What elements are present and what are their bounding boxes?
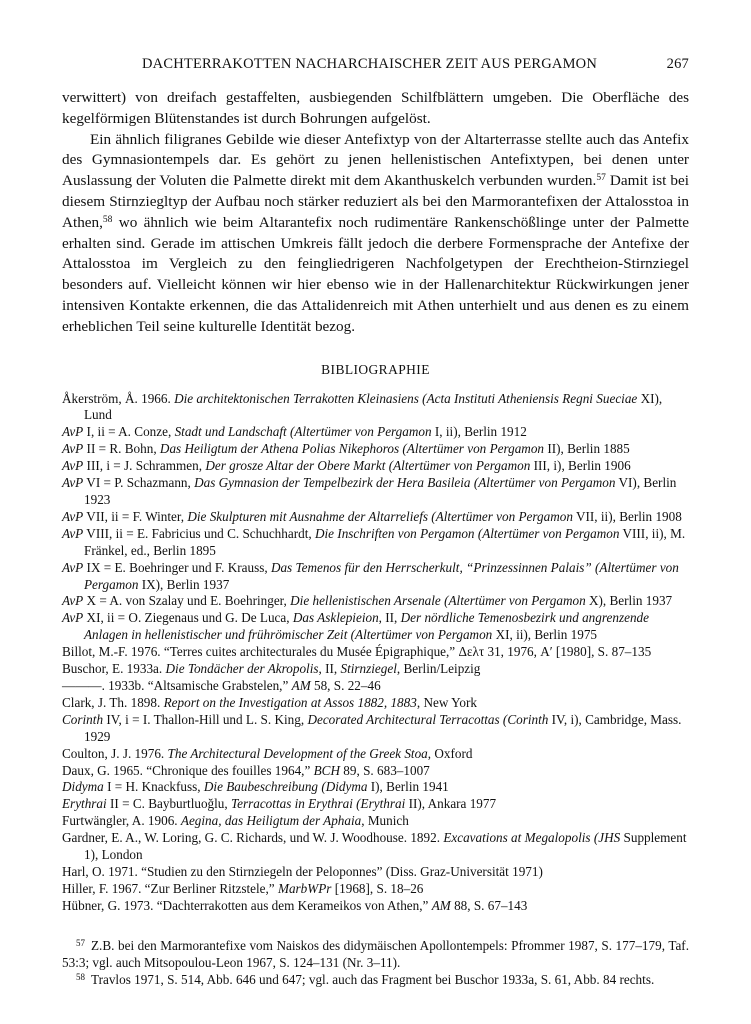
bibliography-entry [62,864,689,881]
bibliography-entry [62,881,689,898]
bibliography-entry-text: Die hellenistischen Arsenale (Altertümer von Pergamon [290,593,586,609]
bibliography-entry-text: AvP [62,525,84,541]
footnote-58 [62,971,689,988]
footnote-text: Z.B. bei den Marmorantefixe vom Naiskos des didymäischen Apollontempels: Pfrommer 1987, S. 177–179, Taf. 53:3; vgl. auch Mitsopoulou-Leon 1967, S. 124–131 (Nr. 3–11). [62,937,689,970]
bibliography-entry-text: I, ii = A. Conze, [83,424,175,440]
bibliography-entry-text: BCH [313,762,340,778]
bibliography-entry [62,424,689,441]
bibliography-entry-text: XI, ii = O. Ziegenaus und G. De Luca, [83,610,293,626]
running-head [62,56,689,78]
bibliography-entry-text: IX), Berlin 1937 [138,576,230,592]
bibliography-entry-text: VI = P. Schazmann, [83,475,195,491]
bibliography-entry-text: Decorated Architectural Terracottas (Corinth [307,711,549,727]
bibliography-entry-text: Hiller, F. 1967. “Zur Berliner Ritzstele,” [62,880,278,896]
bibliography-entry-text: AvP [62,610,84,626]
bibliography-entry [62,593,689,610]
bibliography-entry-text: Åkerström, Å. 1966. [62,390,175,406]
bibliography-entry-text: X = A. von Szalay und E. Boehringer, [83,593,291,609]
bibliography-entry-text: , Berlin/Leipzig [396,661,481,677]
bibliography-entry-text: Die Tondächer der Akropolis [165,661,319,677]
bibliography-heading: BIBLIOGRAPHIE [321,361,430,377]
bibliography-entry-text: IV, i), Cambridge, Mass. 1929 [84,711,682,744]
bibliography-entry [62,458,689,475]
bibliography-entry-text: AvP [62,441,84,457]
bibliography-entry-text: 58, S. 22–46 [310,677,381,693]
bibliography-entry [62,712,689,746]
bibliography-entry-text: [1968], S. 18–26 [331,880,424,896]
bibliography-entry-text: AvP [62,475,84,491]
bibliography-entry-text: Furtwängler, A. 1906. [62,813,181,829]
bibliography-entry-text: 89, S. 683–1007 [340,762,430,778]
page-number: 267 [666,56,689,72]
bibliography-entry-text: Corinth [62,711,104,727]
bibliography-entry-text: Der nördliche Temenosbezirk und angrenzende Anlagen in hellenistischer und frührömischer Zeit (Altertümer von Pergamon [84,610,649,643]
footnote-number: 57 [76,937,85,948]
bibliography-entry-text: Die Baubeschreibung (Didyma [203,779,368,795]
bibliography-entry-text: AvP [62,508,84,524]
footnote-number: 58 [76,971,85,982]
bibliography-entry [62,475,689,509]
bibliography-entry-text: Erythrai [62,796,107,812]
bibliography-entry [62,796,689,813]
bibliography-entry-text: Didyma [62,779,104,795]
bibliography-entry-text: AvP [62,593,84,609]
bibliography-entry-text: II = C. Bayburtluoğlu, [106,796,231,812]
bibliography-entry [62,391,689,425]
bibliography-entry-text: AvP [62,559,84,575]
footnote-text: Travlos 1971, S. 514, Abb. 646 und 647; vgl. auch das Fragment bei Buschor 1933a, S. 61, Abb. 84 rechts. [91,971,655,987]
bibliography-entry-text: Terracottas in Erythrai (Erythrai [231,796,406,812]
bibliography-entry-text: III, i), Berlin 1906 [530,458,631,474]
footnote-57 [62,937,689,971]
bibliography-entry-text: Stadt und Landschaft (Altertümer von Pergamon [174,424,432,440]
bibliography-entry-text: I, ii), Berlin 1912 [431,424,527,440]
bibliography-entry [62,763,689,780]
bibliography-entry-text: III, i = J. Schrammen, [83,458,206,474]
bibliography-entry-text: , II, [318,661,341,677]
paragraph-2-part-c: wo ähnlich wie beim Altarantefix noch rudimentäre Rankenschößlinge unter der Palmette erhalten sind. Gerade im attischen Umkreis fällt jedoch die derbere Formensprache der Antefixe der Attalosstoa im Vergleich zu den feingliedrigeren Nachfolgetypen der Erechtheion-Stirnziegel besonders auf. Vielleicht können wir hier ebenso wie in der Hallenarchitektur Rückwirkungen jener intensiven Kontakte erkennen, die das Attalidenreich mit Athen unterhielt und aus denen es zu einem erheblichen Teil seine kulturelle Identität bezog. [62,213,689,335]
paragraph-2-part-a: Ein ähnlich filigranes Gebilde wie dieser Antefixtyp von der Altarterrasse stellte auch das Antefix des Gymnasiontempels dar. Es gehört zu jenen hellenistischen Antefixtypen, bei denen unter Auslassung der Voluten die Palmette direkt mit dem Akanthuskelch verbunden wurden. [62,130,689,190]
bibliography-entry [62,441,689,458]
bibliography-entry-text: I), Berlin 1941 [367,779,449,795]
footnote-ref-58[interactable]: 58 [102,214,113,225]
bibliography-entry [62,610,689,644]
bibliography-entry-text: Das Heiligtum der Athena Polias Nikephoros (Altertümer von Pergamon [159,441,545,457]
bibliography-entry [62,509,689,526]
bibliography-entry-text: Das Asklepieion [292,610,379,626]
bibliography-entry-text: Excavations at Megalopolis (JHS [443,830,621,846]
bibliography-entry-text: AM [291,677,311,693]
bibliography-entry [62,678,689,695]
bibliography-entry-text: Die architektonischen Terrakotten Kleinasiens (Acta Instituti Atheniensis Regni Sueciae [174,390,638,406]
bibliography-entry [62,644,689,661]
bibliography-entry-text: II), Ankara 1977 [405,796,497,812]
bibliography-entry-text: Clark, J. Th. 1898. [62,694,164,710]
bibliography-entry-text: VI), Berlin 1923 [84,475,677,507]
bibliography-entry [62,813,689,830]
bibliography-entry-text: Das Temenos für den Herrscherkult, “Prinzessinnen Palais” (Altertümer von Pergamon [84,559,679,592]
bibliography-entry-text: , Munich [361,813,409,829]
body-text [62,88,689,338]
bibliography-entry-text: X), Berlin 1937 [585,593,673,609]
bibliography-entry-text: Coulton, J. J. 1976. [62,745,168,761]
bibliography-entry-text: Die Skulpturen mit Ausnahme der Altarreliefs (Altertümer von Pergamon [187,508,573,524]
bibliography-entry-text: Aegina, das Heiligtum der Aphaia [180,813,362,829]
bibliography-entry-text: Das Gymnasion der Tempelbezirk der Hera Basileia (Altertümer von Pergamon [194,475,616,491]
bibliography-entry-text: The Architectural Development of the Greek Stoa [167,745,428,761]
bibliography-entry [62,560,689,594]
bibliography-entry-text: II), Berlin 1885 [544,441,630,457]
bibliography-entry-text: I = H. Knackfuss, [103,779,204,795]
bibliography-entry-text: Die Inschriften von Pergamon (Altertümer von Pergamon [314,525,620,541]
bibliography-entry-text: AvP [62,424,84,440]
bibliography-entry-text: , II, [378,610,401,626]
bibliography-entry-text: Der grosze Altar der Obere Markt (Altertümer von Pergamon [205,458,531,474]
bibliography-entry-text: AM [431,897,451,913]
bibliography-entry-text: XI), Lund [84,390,663,423]
bibliography-entry-text: IX = E. Boehringer und F. Krauss, [83,559,271,575]
bibliography-entry-text: VIII, ii = E. Fabricius und C. Schuchhardt, [83,525,315,541]
bibliography-entry [62,779,689,796]
bibliography-entry-text: VII, ii = F. Winter, [83,508,188,524]
bibliography-entry-text: Supplement 1), London [84,830,687,863]
running-title: DACHTERRAKOTTEN NACHARCHAISCHER ZEIT AUS PERGAMON [142,56,598,72]
bibliography-entry [62,898,689,915]
bibliography-entry-text: IV, i = I. Thallon-Hill und L. S. King, [103,711,308,727]
bibliography-entry-text: , New York [416,694,477,710]
bibliography-entry-text: ———. 1933b. “Altsamische Grabstelen,” [62,677,292,693]
bibliography-entry-text: Report on the Investigation at Assos 1882, 1883 [163,694,417,710]
footnotes [62,937,689,988]
bibliography-entry-text: AvP [62,458,84,474]
bibliography-entry [62,695,689,712]
bibliography-entry [62,526,689,560]
bibliography-entry [62,746,689,763]
bibliography-entry-text: Billot, M.-F. 1976. “Terres cuites architecturales du Musée Épigraphique,” Δελτ 31, 1976, A′ [1980], S. 87–135 [62,644,652,660]
bibliography-entry-text: Buschor, E. 1933a. [62,661,166,677]
paragraph-2 [62,130,689,338]
footnote-ref-57[interactable]: 57 [596,173,606,184]
bibliography-entry-text: MarbWPr [277,880,332,896]
page [62,56,689,988]
bibliography-entry [62,661,689,678]
bibliography-entry-text: II = R. Bohn, [83,441,160,457]
bibliography-list [62,391,689,915]
bibliography-entry-text: Hübner, G. 1973. “Dachterrakotten aus dem Kerameikos von Athen,” [62,897,432,913]
paragraph-2-part-b: Damit ist bei diesem Stirnziegltyp der Aufbau noch stärker reduziert als bei den Marmorantefixen der Attalosstoa in Athen, [62,172,689,231]
bibliography-entry-text: XI, ii), Berlin 1975 [492,627,598,643]
bibliography-entry-text: VII, ii), Berlin 1908 [572,508,682,524]
bibliography-entry [62,830,689,864]
bibliography-entry-text: 88, S. 67–143 [450,897,528,913]
bibliography-entry-text: Stirnziegel [340,661,397,677]
bibliography-entry-text: , Oxford [427,745,473,761]
bibliography-entry-text: Harl, O. 1971. “Studien zu den Stirnziegeln der Peloponnes” (Diss. Graz-Universität 1971) [62,863,543,879]
bibliography-entry-text: Gardner, E. A., W. Loring, G. C. Richards, und W. J. Woodhouse. 1892. [62,830,444,846]
bibliography-entry-text: VIII, ii), M. Fränkel, ed., Berlin 1895 [84,525,686,558]
paragraph-1: verwittert) von dreifach gestaffelten, ausbiegenden Schilfblättern umgeben. Die Oberfläche des kegelförmigen Blütenstandes ist durch Bohrungen aufgelöst. [62,89,689,127]
bibliography-entry-text: Daux, G. 1965. “Chronique des fouilles 1964,” [62,762,314,778]
